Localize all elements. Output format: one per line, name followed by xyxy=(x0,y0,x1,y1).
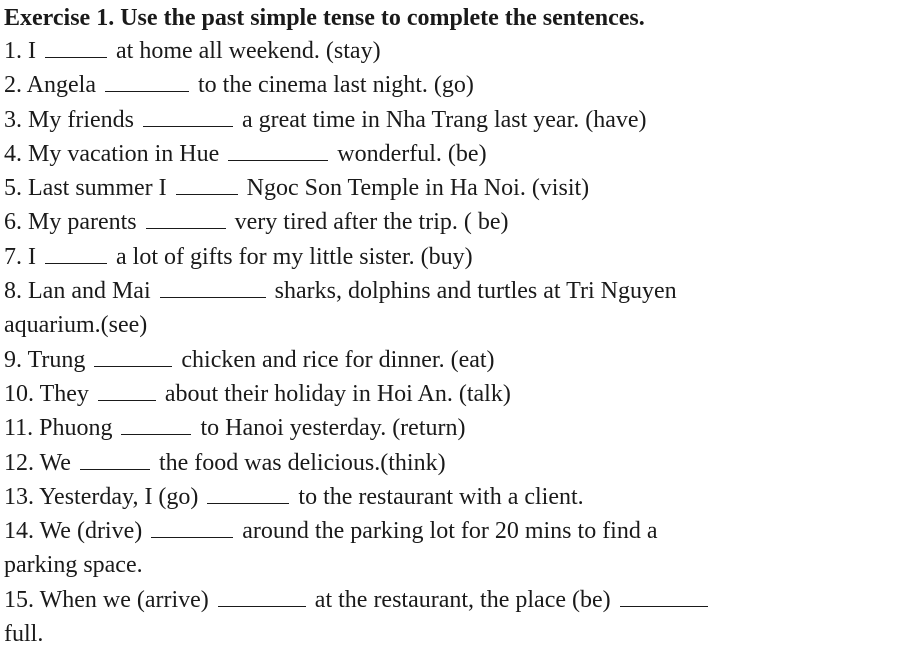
sentence-2-start: 2. Angela xyxy=(4,72,96,99)
sentence-list xyxy=(4,34,916,651)
sentence-15-middle: at the restaurant, the place (be) xyxy=(314,586,611,613)
sentence-8-start: 8. Lan and Mai xyxy=(4,278,151,305)
sentence-12-blank[interactable] xyxy=(80,455,150,470)
sentence-8-continuation: aquarium.(see) xyxy=(4,312,148,339)
sentence-13-end: to the restaurant with a client. xyxy=(298,483,584,510)
sentence-6-start: 6. My parents xyxy=(4,209,137,236)
sentence-10-end: about their holiday in Hoi An. (talk) xyxy=(164,380,511,407)
sentence-9-start: 9. Trung xyxy=(4,346,86,373)
sentence-9-blank[interactable] xyxy=(94,352,172,367)
sentence-4 xyxy=(4,137,916,171)
sentence-3-end: a great time in Nha Trang last year. (have) xyxy=(241,106,647,133)
sentence-14-continuation: parking space. xyxy=(4,552,143,579)
sentence-11-blank[interactable] xyxy=(121,420,191,435)
sentence-6-blank[interactable] xyxy=(146,214,226,229)
sentence-5-blank[interactable] xyxy=(176,180,238,195)
sentence-13-start: 13. Yesterday, I (go) xyxy=(4,483,199,510)
sentence-8 xyxy=(4,274,916,308)
sentence-1 xyxy=(4,34,916,68)
sentence-1-blank[interactable] xyxy=(45,43,107,58)
sentence-6 xyxy=(4,205,916,239)
sentence-2-blank[interactable] xyxy=(105,77,189,92)
sentence-5-start: 5. Last summer I xyxy=(4,175,167,202)
sentence-11-start: 11. Phuong xyxy=(4,415,113,442)
sentence-13 xyxy=(4,480,916,514)
sentence-15-continuation: full. xyxy=(4,621,44,648)
sentence-9-end: chicken and rice for dinner. (eat) xyxy=(181,346,495,373)
sentence-11 xyxy=(4,411,916,445)
sentence-11-end: to Hanoi yesterday. (return) xyxy=(200,415,466,442)
sentence-8-end: sharks, dolphins and turtles at Tri Nguyen xyxy=(274,278,677,305)
sentence-2-end: to the cinema last night. (go) xyxy=(197,72,474,99)
sentence-4-blank[interactable] xyxy=(228,146,328,161)
sentence-4-end: wonderful. (be) xyxy=(337,140,487,167)
sentence-13-blank[interactable] xyxy=(207,489,289,504)
sentence-12-start: 12. We xyxy=(4,449,71,476)
sentence-12 xyxy=(4,446,916,480)
sentence-10-blank[interactable] xyxy=(98,386,156,401)
sentence-7-blank[interactable] xyxy=(45,249,107,264)
sentence-15 xyxy=(4,583,916,617)
sentence-3 xyxy=(4,103,916,137)
sentence-15-blank-1[interactable] xyxy=(218,592,306,607)
sentence-6-end: very tired after the trip. ( be) xyxy=(234,209,509,236)
sentence-15-start: 15. When we (arrive) xyxy=(4,586,209,613)
sentence-4-start: 4. My vacation in Hue xyxy=(4,140,220,167)
sentence-8-blank[interactable] xyxy=(160,283,266,298)
sentence-1-end: at home all weekend. (stay) xyxy=(116,38,381,64)
sentence-7-end: a lot of gifts for my little sister. (buy) xyxy=(116,243,473,270)
sentence-14 xyxy=(4,514,916,548)
sentence-14-blank[interactable] xyxy=(151,523,233,538)
sentence-3-blank[interactable] xyxy=(143,112,233,127)
sentence-5 xyxy=(4,171,916,205)
sentence-14-end: around the parking lot for 20 mins to find a xyxy=(242,518,658,545)
sentence-9 xyxy=(4,343,916,377)
sentence-10-start: 10. They xyxy=(4,380,89,407)
sentence-5-end: Ngoc Son Temple in Ha Noi. (visit) xyxy=(246,175,590,202)
sentence-15-blank-2[interactable] xyxy=(620,592,708,607)
sentence-12-end: the food was delicious.(think) xyxy=(158,449,446,476)
exercise-title: Exercise 1. Use the past simple tense to complete the sentences. xyxy=(4,5,645,31)
sentence-1-start: 1. I xyxy=(4,38,36,64)
sentence-7-start: 7. I xyxy=(4,243,36,270)
sentence-2 xyxy=(4,68,916,102)
sentence-14-start: 14. We (drive) xyxy=(4,518,143,545)
sentence-10 xyxy=(4,377,916,411)
sentence-7 xyxy=(4,240,916,274)
sentence-3-start: 3. My friends xyxy=(4,106,134,133)
